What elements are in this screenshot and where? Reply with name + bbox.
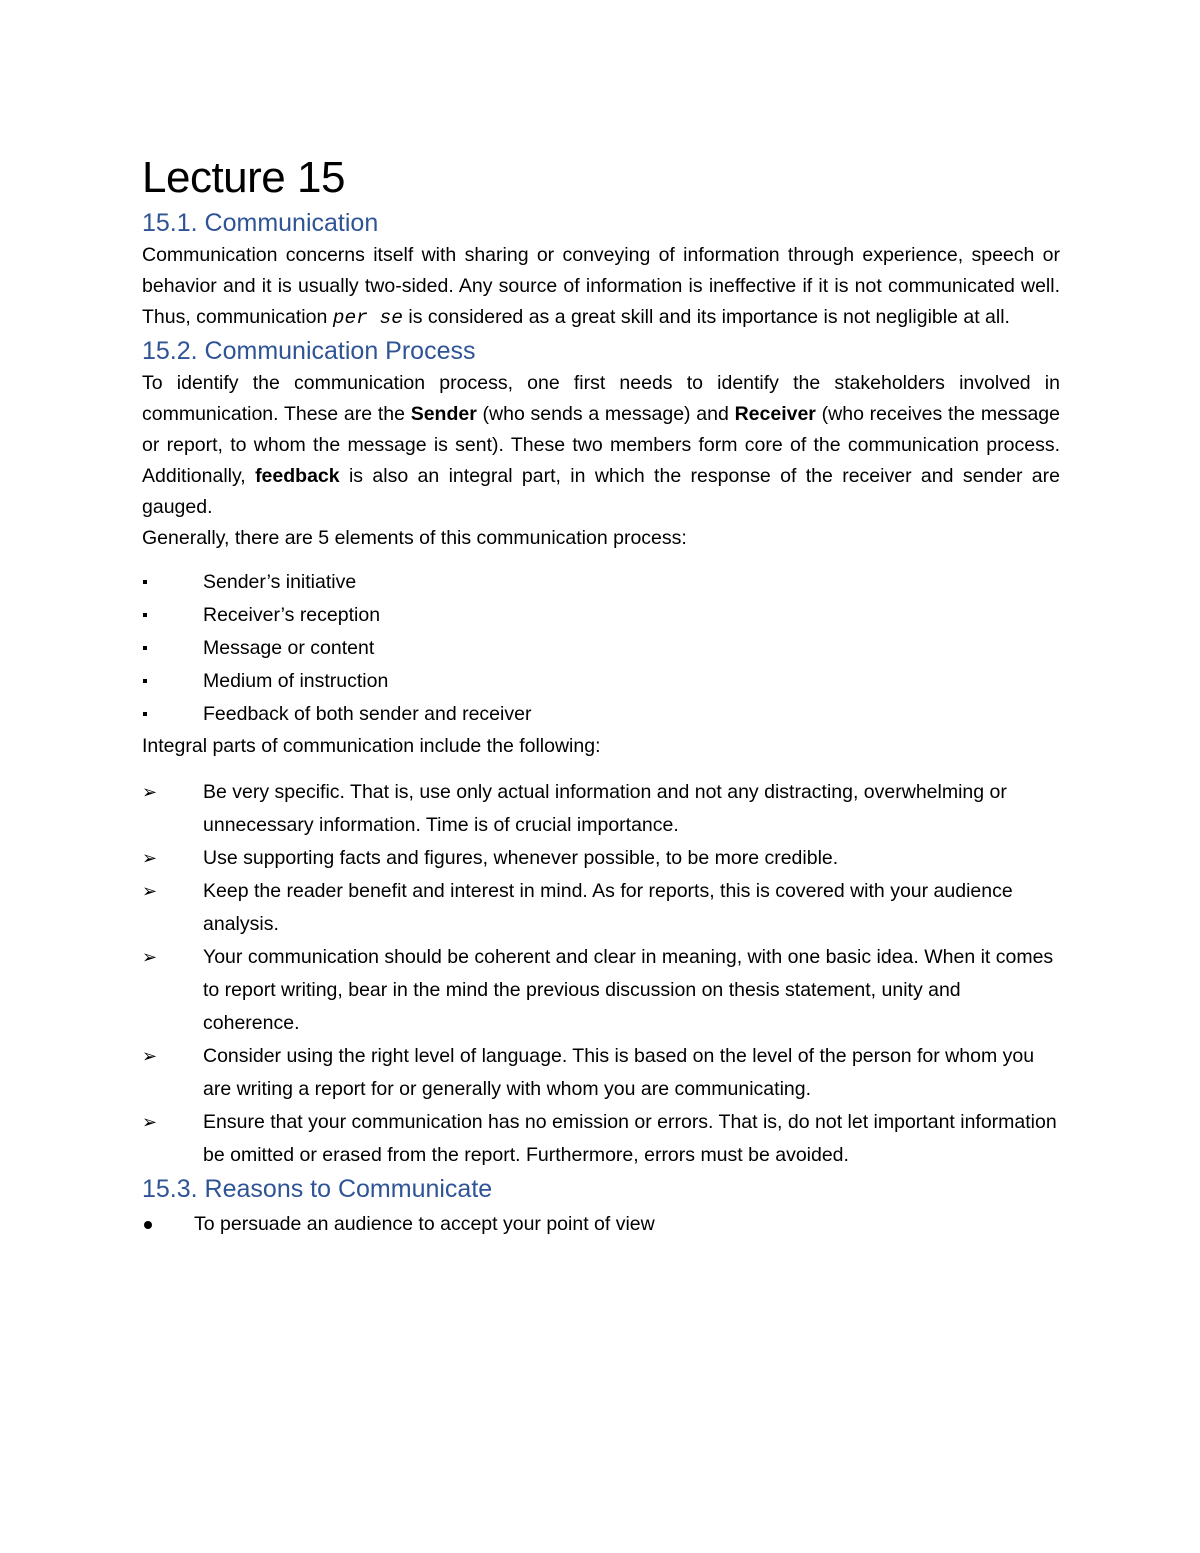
bold-term-sender: Sender: [410, 403, 477, 425]
list-item-text: Use supporting facts and figures, whenever possible, to be more credible.: [203, 847, 839, 869]
list-item: [142, 665, 1060, 698]
list-item-text: To persuade an audience to accept your point of view: [194, 1213, 655, 1235]
page-title: Lecture 15: [142, 153, 345, 202]
list-item: [142, 842, 1060, 875]
list-item-text: Consider using the right level of language. This is based on the level of the person for whom you are writing a report for or generally with whom you are communicating.: [203, 1045, 1035, 1100]
paragraph-text: (who sends a message) and: [476, 403, 735, 425]
list-item: [142, 1040, 1060, 1106]
arrow-bullet-icon: ➢: [142, 848, 158, 869]
list-item-text: Receiver’s reception: [203, 604, 381, 626]
paragraph-text: (who receives the message or report, to whom the message is sent). These two members form core of the communication process. Additionally,: [142, 403, 1060, 487]
list-item: [142, 776, 1060, 842]
list-item: [142, 1106, 1060, 1172]
paragraph-text: Communication concerns itself with sharing or conveying of information through experience, speech or behavior and it is usually two-sided. Any source of information is ineffective if it is not communicated well. Thus, communication: [142, 244, 1060, 328]
reasons-list: [142, 1208, 1060, 1241]
document-page: [142, 150, 1060, 1241]
list-item-text: Sender’s initiative: [203, 571, 357, 593]
bold-term-feedback: feedback: [255, 465, 340, 487]
square-bullet-icon: [143, 679, 147, 683]
square-bullet-icon: [143, 613, 147, 617]
paragraph-communication: [142, 240, 1060, 334]
arrow-bullet-icon: ➢: [142, 881, 158, 902]
elements-list: [142, 566, 1060, 731]
list-item-text: Keep the reader benefit and interest in mind. As for reports, this is covered with your audience analysis.: [203, 880, 1013, 935]
paragraph-integral-intro: Integral parts of communication include the following:: [142, 735, 601, 757]
square-bullet-icon: [143, 712, 147, 716]
list-item: [142, 566, 1060, 599]
arrow-bullet-icon: ➢: [142, 947, 158, 968]
paragraph-elements-intro: Generally, there are 5 elements of this communication process:: [142, 527, 687, 549]
list-item-text: Your communication should be coherent and clear in meaning, with one basic idea. When it comes to report writing, bear in the mind the previous discussion on thesis statement, unity and coherence.: [203, 946, 1054, 1034]
arrow-bullet-icon: ➢: [142, 1112, 158, 1133]
italic-term: per se: [332, 307, 403, 329]
list-item: [142, 941, 1060, 1040]
paragraph-text: To identify the communication process, one first needs to identify the stakeholders involved in communication. These are the: [142, 372, 1060, 425]
section-heading-reasons: 15.3. Reasons to Communicate: [142, 1175, 493, 1203]
square-bullet-icon: [143, 580, 147, 584]
list-item: [142, 632, 1060, 665]
integral-parts-list: [142, 776, 1060, 1172]
arrow-bullet-icon: ➢: [142, 1046, 158, 1067]
list-item: [142, 599, 1060, 632]
list-item: [142, 698, 1060, 731]
paragraph-text: is also an integral part, in which the response of the receiver and sender are gauged.: [142, 465, 1060, 518]
paragraph-process: [142, 368, 1060, 523]
list-item-text: Ensure that your communication has no emission or errors. That is, do not let important information be omitted or erased from the report. Furthermore, errors must be avoided.: [203, 1111, 1057, 1166]
section-heading-communication-process: 15.2. Communication Process: [142, 337, 476, 365]
paragraph-text: is considered as a great skill and its importance is not negligible at all.: [402, 306, 1010, 328]
list-item-text: Message or content: [203, 637, 375, 659]
list-item: [142, 1208, 1060, 1241]
list-item: [142, 875, 1060, 941]
list-item-text: Medium of instruction: [203, 670, 389, 692]
list-item-text: Feedback of both sender and receiver: [203, 703, 532, 725]
square-bullet-icon: [143, 646, 147, 650]
bold-term-receiver: Receiver: [734, 403, 816, 425]
arrow-bullet-icon: ➢: [142, 782, 158, 803]
dot-bullet-icon: [144, 1221, 152, 1229]
list-item-text: Be very specific. That is, use only actual information and not any distracting, overwhelming or unnecessary information. Time is of crucial importance.: [203, 781, 1007, 836]
section-heading-communication: 15.1. Communication: [142, 209, 379, 237]
